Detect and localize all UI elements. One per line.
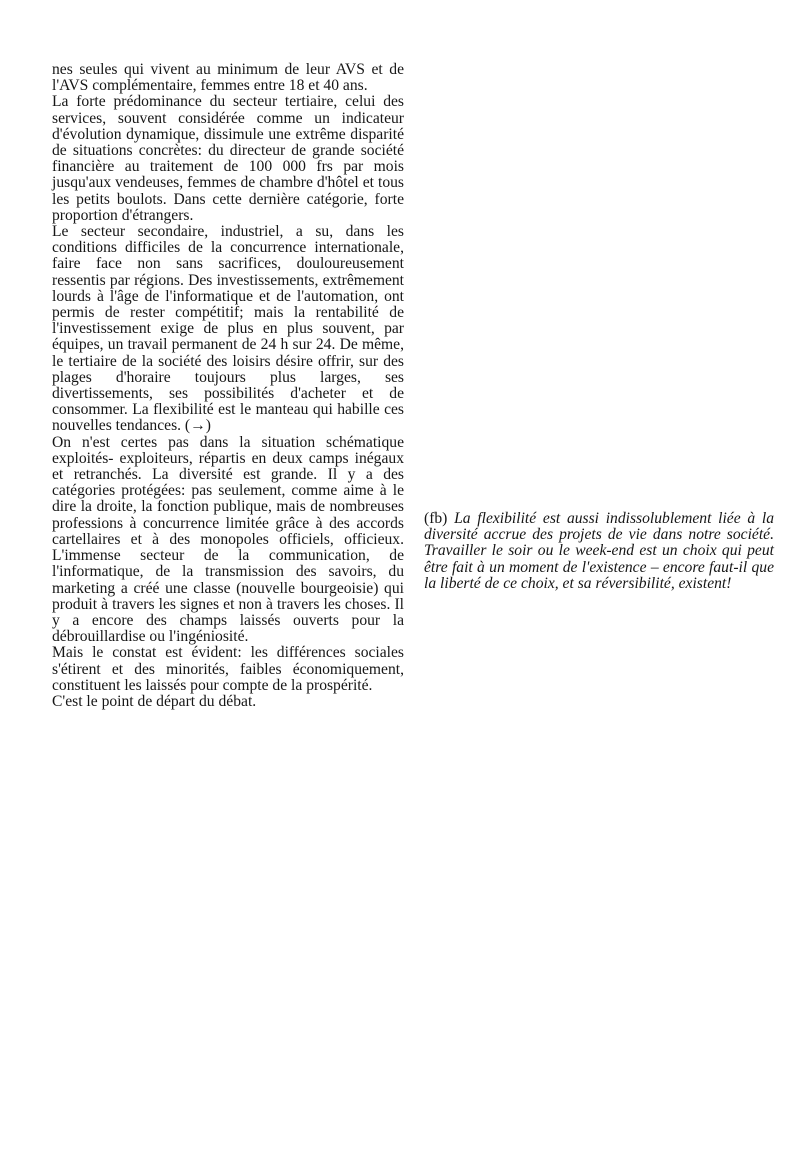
paragraph-4: On n'est certes pas dans la situation schématique exploités- exploiteurs, répartis en deux camps inégaux et retranchés. La diversité est grande. Il y a des catégories protégées: pas seulement, comme aime à le dire la droite, la fonction publique, mais de nombreuses professions à concurrence limitée grâce à des accords cartellaires et à des monopoles officiels, officieux. L'immense secteur de la communication, de l'informatique, de la transmission des savoirs, du marketing a créé une classe (nouvelle bourgeoisie) qui produit à travers les signes et non à travers les choses. Il y a encore des champs laissés ouverts pour la débrouillardise ou l'ingéniosité.	[52, 433, 404, 646]
paragraph-6: C'est le point de départ du débat.	[52, 692, 257, 710]
main-text-column	[52, 62, 404, 710]
paragraph-1: nes seules qui vivent au minimum de leur AVS et de l'AVS complémentaire, femmes entre 18 et 40 ans.	[52, 61, 404, 95]
paragraph-5: Mais le constat est évident: les différences sociales s'étirent et des minorités, faibles économiquement, constituent les laissés pour compte de la prospérité.	[52, 644, 404, 694]
side-note-text: La flexibilité est aussi indissolublement liée à la diversité accrue des projets de vie dans notre société. Travailler le soir ou le week-end est un choix qui peut être fait à un moment de l'existence – encore faut-il que la liberté de ce choix, et sa réversibilité, existent!	[424, 510, 774, 592]
paragraph-2: La forte prédominance du secteur tertiaire, celui des services, souvent considérée comme un indicateur d'évolution dynamique, dissimule une extrême disparité de situations concrètes: du directeur de grande société financière au traitement de 100 000 frs par mois jusqu'aux vendeuses, femmes de chambre d'hôtel et tous les petits boulots. Dans cette dernière catégorie, forte proportion d'étrangers.	[52, 93, 404, 224]
side-note	[424, 511, 774, 592]
paragraph-3: Le secteur secondaire, industriel, a su, dans les conditions difficiles de la concurrence internationale, faire face non sans sacrifices, douloureusement ressentis par régions. Des investissements, extrêmement lourds à l'âge de l'informatique et de l'automation, ont permis de rester compétitif; mais la rentabilité de l'investissement exige de plus en plus souvent, par équipes, un travail permanent de 24 h sur 24. De même, le tertiaire de la société des loisirs désire offrir, sur des plages d'horaire toujours plus larges, ses divertissements, ses possibilités d'acheter et de consommer. La flexibilité est le manteau qui habille ces nouvelles tendances. (→)	[52, 223, 404, 435]
side-note-tag: (fb)	[424, 510, 448, 527]
